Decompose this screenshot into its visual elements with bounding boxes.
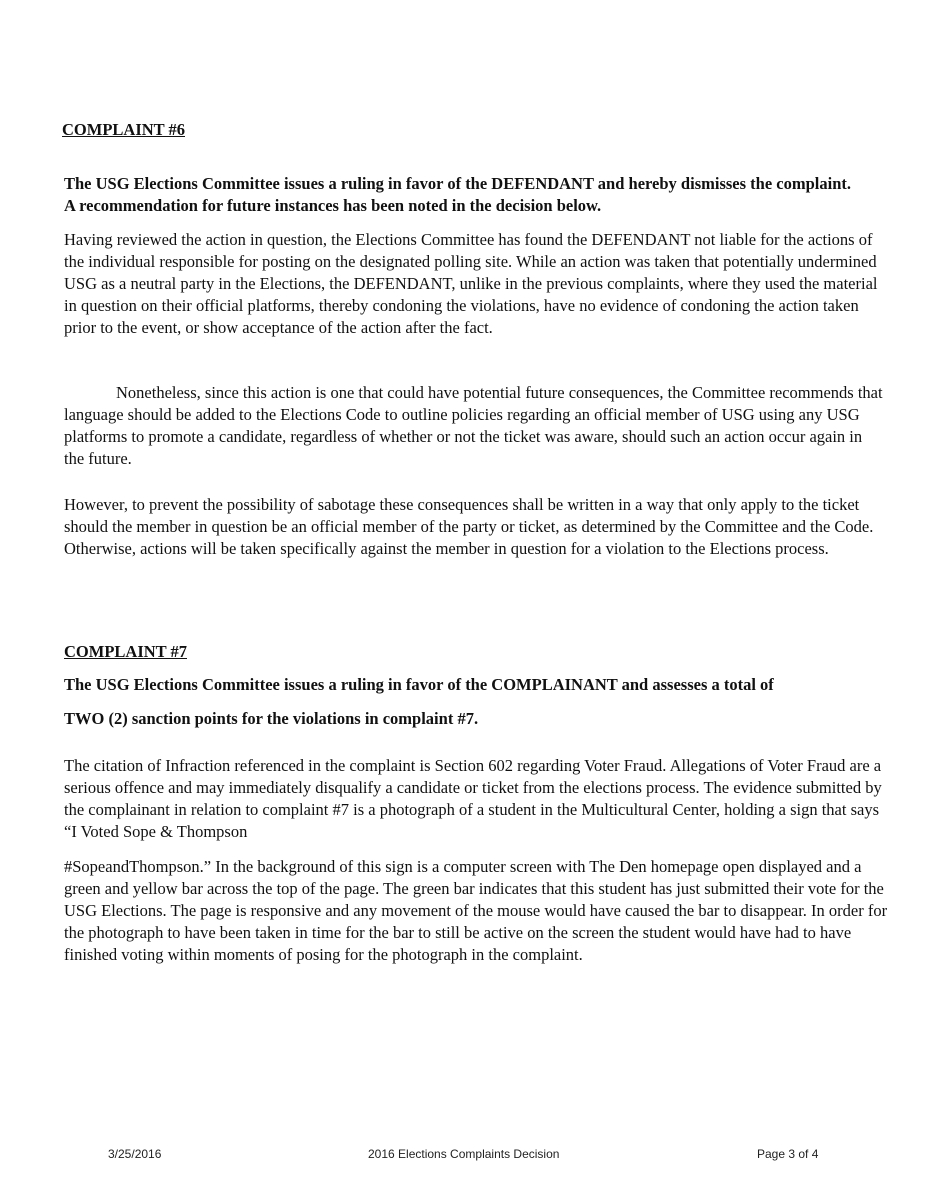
complaint-7-paragraph-2: #SopeandThompson.” In the background of this sign is a computer screen with The Den homepage open displayed and a green and yellow bar across the top of the page. The green bar indicates that this student has just submitted their vote for the USG Elections. The page is responsive and any movement of the mouse would have caused the bar to disappear. In order for the photograph to have been taken in time for the bar to still be active on the screen the student would have had to have finished voting within moments of posing for the photograph in the complaint.: [64, 857, 888, 964]
complaint-6-paragraph-2: Nonetheless, since this action is one that could have potential future consequences, the Committee recommends that language should be added to the Elections Code to outline policies regarding an official member of USG using any USG platforms to promote a candidate, regardless of whether or not the ticket was aware, should such an action occur again in the future.: [64, 383, 883, 468]
complaint-7-ruling-line-1: The USG Elections Committee issues a ruling in favor of the COMPLAINANT and assesses a total of: [64, 675, 774, 694]
footer-page-number: Page 3 of 4: [757, 1147, 819, 1161]
complaint-7-heading: COMPLAINT #7: [64, 642, 187, 661]
complaint-6-paragraph-3: However, to prevent the possibility of sabotage these consequences shall be written in a way that only apply to the ticket should the member in question be an official member of the party or ticket, as determined by the Committee and the Code. Otherwise, actions will be taken specifically against the member in question for a violation to the Elections process.: [64, 495, 874, 558]
complaint-6-heading: COMPLAINT #6: [62, 120, 185, 139]
complaint-7-paragraph-1: The citation of Infraction referenced in the complaint is Section 602 regarding Voter Fraud. Allegations of Voter Fraud are a serious offence and may immediately disqualify a candidate or ticket from the elections process. The evidence submitted by the complainant in relation to complaint #7 is a photograph of a student in the Multicultural Center, holding a sign that says “I Voted Sope & Thompson: [64, 756, 882, 841]
complaint-6-paragraph-1: Having reviewed the action in question, the Elections Committee has found the DEFENDANT not liable for the actions of the individual responsible for posting on the designated polling site. While an action was taken that potentially undermined USG as a neutral party in the Elections, the DEFENDANT, unlike in the previous complaints, where they used the material in question on their official platforms, thereby condoning the violations, have no evidence of condoning the action taken prior to the event, or show acceptance of the action after the fact.: [64, 230, 878, 337]
footer-date: 3/25/2016: [108, 1147, 162, 1161]
footer-document-title: 2016 Elections Complaints Decision: [368, 1147, 560, 1161]
complaint-6-ruling: The USG Elections Committee issues a ruling in favor of the DEFENDANT and hereby dismisses the complaint. A recommendation for future instances has been noted in the decision below.: [64, 174, 851, 215]
complaint-7-ruling-line-2: TWO (2) sanction points for the violations in complaint #7.: [64, 709, 479, 728]
